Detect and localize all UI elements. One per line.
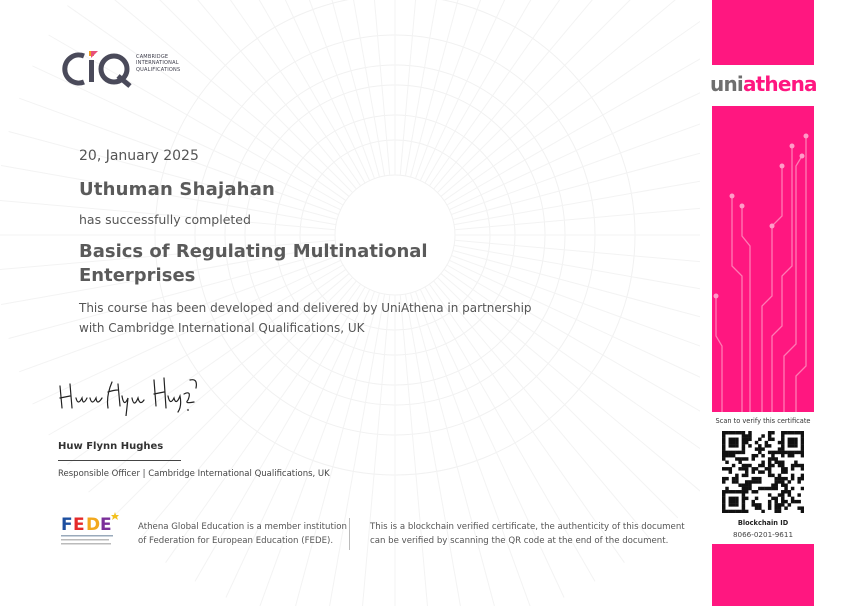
circuit-pattern-icon [712,106,814,412]
signatory-name: Huw Flynn Hughes [58,441,164,452]
signature-line [58,460,181,461]
brand-part-uni: uni [710,72,743,96]
signatory-role: Responsible Officer | Cambridge International Qualifications, UK [58,469,330,479]
ciq-logo-text: CAMBRIDGE INTERNATIONAL QUALIFICATIONS [136,54,181,73]
svg-text:E: E [73,515,85,535]
ciq-logo [58,48,192,90]
svg-text:F: F [61,515,73,535]
blockchain-id: 8066-0201-9611 [732,530,794,539]
fede-membership-text: Athena Global Education is a member institution of Federation for European Education (FEDE). [138,522,347,546]
svg-text:D: D [86,515,101,535]
uniathena-logo [710,65,817,106]
sidebar-accent-top [712,0,814,65]
ciq-logo-icon [58,48,136,90]
blockchain-id-label: Blockchain ID [737,519,789,527]
fede-logo-icon [60,510,122,548]
handwritten-signature-icon [56,372,206,416]
completion-statement: has successfully completed [79,212,251,227]
course-title: Basics of Regulating Multinational Enterprises [79,241,428,286]
svg-text:E: E [100,515,112,535]
sidebar-accent-bottom [712,544,814,606]
course-description: This course has been developed and delivered by UniAthena in partnership with Cambridge International Qualifications, UK [79,301,532,335]
blockchain-verification-text: This is a blockchain verified certificate, the authenticity of this document can be verified by scanning the QR code at the end of the document. [370,522,685,546]
scan-instruction: Scan to verify this certificate [715,417,811,425]
recipient-name: Uthuman Shajahan [79,179,276,200]
qr-code-icon[interactable] [722,431,804,513]
certificate-date: 20, January 2025 [79,148,199,164]
sidebar-circuit-panel [712,106,814,412]
footer-divider [349,518,350,550]
brand-part-athena: athena [742,72,817,96]
